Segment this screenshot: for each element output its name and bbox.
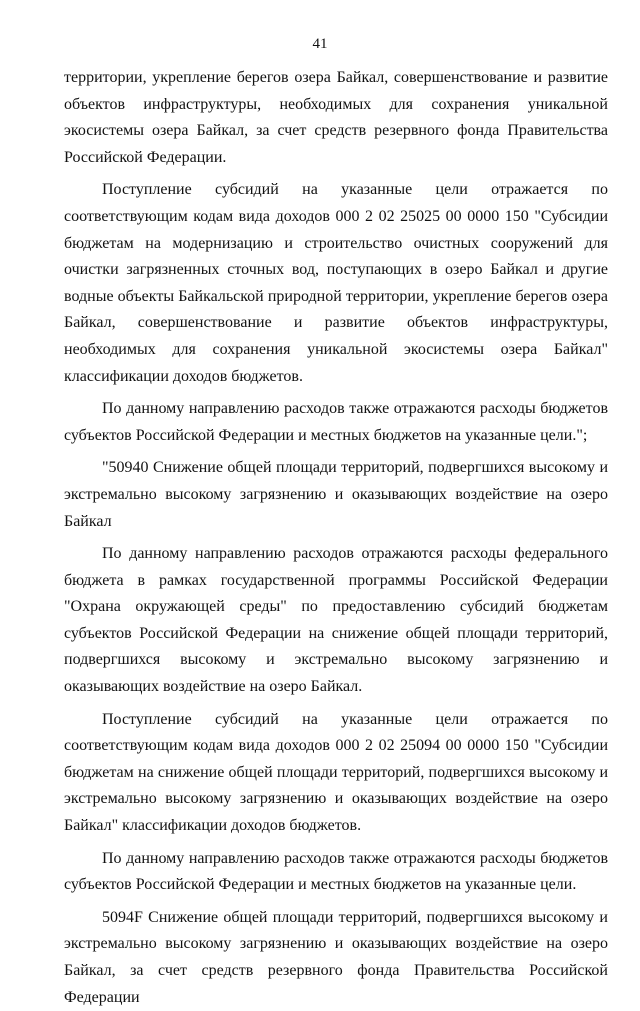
- paragraph-regional-budgets-note-2: По данному направлению расходов также отражаются расходы бюджетов субъектов Российской Федерации и местных бюджетов на указанные цели.: [64, 849, 608, 894]
- paragraph-income-codes-25025: Поступление субсидий на указанные цели отражается по соответствующим кодам вида доходов 000 2 02 25025 00 0000 150 "Субсидии бюджетам на модернизацию и строительство очистных сооружений для очистки загрязненных сточных вод, поступающих в озеро Байкал и другие водные объекты Байкальской природной территории, укрепление берегов озера Байкал, совершенствование и развитие объектов инфраструктуры, необходимых для сохранения уникальной экосистемы озера Байкал" классификации доходов бюджетов.: [64, 181, 608, 385]
- paragraph-continuation: территории, укрепление берегов озера Байкал, совершенствование и развитие объектов инфраструктуры, необходимых для сохранения уникальной экосистемы озера Байкал, за счет средств резервного фонда Правительства Российской Федерации.: [64, 69, 608, 166]
- document-body: [64, 65, 608, 1011]
- paragraph-code-50940-heading: "50940 Снижение общей площади территорий, подвергшихся высокому и экстремально высокому загрязнению и оказывающих воздействие на озеро Байкал: [64, 459, 608, 530]
- paragraph-income-codes-25094: Поступление субсидий на указанные цели отражается по соответствующим кодам вида доходов 000 2 02 25094 00 0000 150 "Субсидии бюджетам на снижение общей площади территорий, подвергшихся высокому и экстремально высокому загрязнению и оказывающих воздействие на озеро Байкал" классификации доходов бюджетов.: [64, 710, 608, 835]
- page-number: 41: [312, 36, 328, 52]
- paragraph-federal-expenses: По данному направлению расходов отражаются расходы федерального бюджета в рамках государственной программы Российской Федерации "Охрана окружающей среды" по предоставлению субсидий бюджетам субъектов Российской Федерации на снижение общей площади территорий, подвергшихся высокому и экстремально высокому загрязнению и оказывающих воздействие на озеро Байкал.: [64, 545, 608, 696]
- paragraph-code-5094f-heading: 5094F Снижение общей площади территорий, подвергшихся высокому и экстремально высокому загрязнению и оказывающих воздействие на озеро Байкал, за счет средств резервного фонда Правительства Российской Федерации: [64, 908, 608, 1006]
- paragraph-regional-budgets-note: По данному направлению расходов также отражаются расходы бюджетов субъектов Российской Федерации и местных бюджетов на указанные цели.";: [64, 400, 608, 444]
